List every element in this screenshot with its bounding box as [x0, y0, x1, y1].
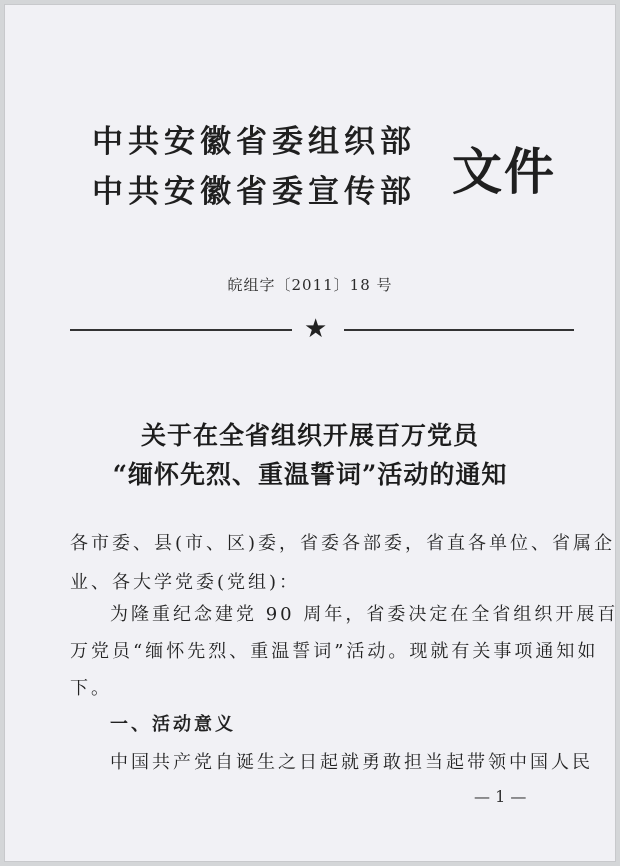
- paragraph-1-line-2: 万党员“缅怀先烈、重温誓词”活动。现就有关事项通知如: [70, 641, 599, 662]
- addressee-line-1: 各市委、县(市、区)委，省委各部委，省直各单位、省属企: [70, 533, 616, 554]
- addressee-line-2: 业、各大学党委(党组)：: [70, 572, 301, 593]
- divider-right: [344, 329, 574, 331]
- title-line-2: “缅怀先烈、重温誓词”活动的通知: [112, 460, 508, 489]
- document-page: [4, 4, 619, 862]
- title-line-1: 关于在全省组织开展百万党员: [140, 421, 479, 450]
- divider-left: [70, 329, 292, 331]
- paragraph-1-line-3: 下。: [70, 678, 112, 699]
- issuer-line-2: 中共安徽省委宣传部: [92, 174, 416, 210]
- star-icon: ★: [304, 314, 328, 344]
- document-label: 文件: [452, 142, 556, 201]
- section-1-line-1: 中国共产党自诞生之日起就勇敢担当起带领中国人民: [110, 752, 593, 773]
- section-1-heading: 一、活动意义: [110, 714, 236, 735]
- issuer-line-1: 中共安徽省委组织部: [92, 124, 416, 160]
- paragraph-1-line-1: 为隆重纪念建党 90 周年，省委决定在全省组织开展百: [110, 604, 619, 625]
- document-number: 皖组字〔2011〕18 号: [227, 276, 393, 294]
- page-number: — 1 —: [474, 787, 527, 806]
